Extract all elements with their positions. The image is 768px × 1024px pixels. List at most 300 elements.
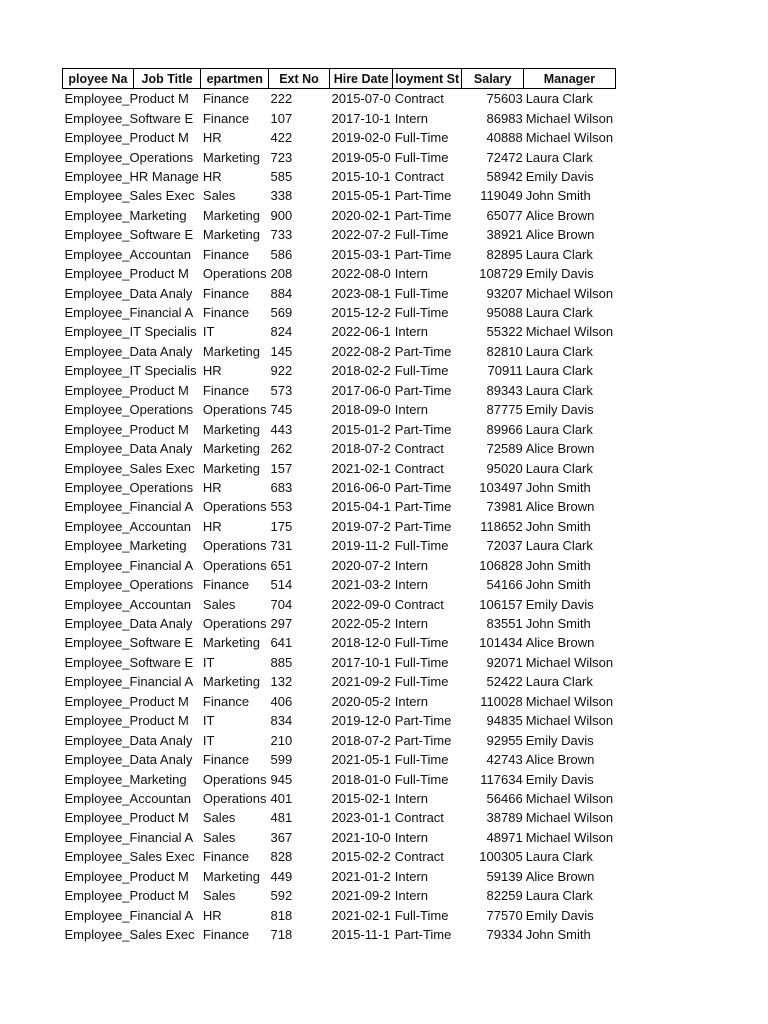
cell-employee-name[interactable]: Employee_Marketing [64, 771, 187, 787]
cell-department[interactable]: Marketing [202, 460, 260, 476]
cell-employee-name[interactable]: Employee_Financial A [64, 907, 194, 923]
cell-ext-no[interactable]: 641 [270, 635, 293, 651]
cell-employment-status[interactable]: Contract [394, 810, 444, 826]
cell-salary[interactable]: 52422 [486, 674, 523, 690]
cell-employment-status[interactable]: Part-Time [394, 518, 452, 534]
cell-employment-status[interactable]: Part-Time [394, 382, 452, 398]
cell-hire-date[interactable]: 2021-09-2 [331, 674, 391, 690]
cell-employee-name[interactable]: Employee_Operations [64, 149, 194, 165]
cell-department[interactable]: Finance [202, 305, 250, 321]
cell-ext-no[interactable]: 262 [270, 441, 293, 457]
cell-hire-date[interactable]: 2019-02-0 [331, 130, 391, 146]
cell-manager[interactable]: John Smith [525, 616, 591, 632]
cell-employment-status[interactable]: Contract [394, 441, 444, 457]
cell-salary[interactable]: 89343 [486, 382, 523, 398]
header-ext-no[interactable]: Ext No [269, 69, 330, 89]
cell-department[interactable]: Finance [202, 285, 250, 301]
cell-ext-no[interactable]: 406 [270, 693, 293, 709]
cell-employee-name[interactable]: Employee_Operations [64, 479, 194, 495]
cell-department[interactable]: Operations [202, 499, 267, 515]
cell-department[interactable]: Marketing [202, 441, 260, 457]
cell-ext-no[interactable]: 157 [270, 460, 293, 476]
cell-employment-status[interactable]: Part-Time [394, 732, 452, 748]
cell-employee-name[interactable]: Employee_Product M [64, 693, 189, 709]
cell-manager[interactable]: John Smith [525, 479, 591, 495]
cell-hire-date[interactable]: 2022-08-2 [331, 343, 391, 359]
cell-employee-name[interactable]: Employee_Data Analy [64, 616, 193, 632]
cell-hire-date[interactable]: 2019-05-0 [331, 149, 391, 165]
cell-salary[interactable]: 119049 [480, 188, 523, 204]
cell-hire-date[interactable]: 2015-01-2 [331, 421, 391, 437]
cell-employee-name[interactable]: Employee_Accountan [64, 790, 191, 806]
cell-hire-date[interactable]: 2017-06-0 [331, 382, 391, 398]
cell-ext-no[interactable]: 586 [270, 246, 293, 262]
cell-salary[interactable]: 117634 [480, 771, 523, 787]
cell-department[interactable]: Marketing [202, 343, 260, 359]
cell-hire-date[interactable]: 2015-03-1 [331, 246, 391, 262]
cell-salary[interactable]: 93207 [486, 285, 523, 301]
cell-employment-status[interactable]: Full-Time [394, 149, 449, 165]
cell-manager[interactable]: Laura Clark [525, 849, 593, 865]
cell-manager[interactable]: Alice Brown [525, 227, 595, 243]
cell-hire-date[interactable]: 2022-07-2 [331, 227, 391, 243]
cell-employment-status[interactable]: Full-Time [394, 305, 449, 321]
cell-ext-no[interactable]: 723 [270, 149, 293, 165]
cell-salary[interactable]: 89966 [486, 421, 523, 437]
cell-department[interactable]: Sales [202, 888, 236, 904]
cell-ext-no[interactable]: 443 [270, 421, 293, 437]
cell-employee-name[interactable]: Employee_IT Specialis [64, 363, 197, 379]
cell-hire-date[interactable]: 2019-12-0 [331, 713, 391, 729]
cell-ext-no[interactable]: 367 [270, 829, 293, 845]
cell-employment-status[interactable]: Full-Time [394, 285, 449, 301]
cell-department[interactable]: Marketing [202, 421, 260, 437]
cell-manager[interactable]: John Smith [525, 557, 591, 573]
cell-salary[interactable]: 92955 [486, 732, 523, 748]
cell-employee-name[interactable]: Employee_Data Analy [64, 752, 193, 768]
header-hire-date[interactable]: Hire Date [330, 69, 393, 89]
cell-department[interactable]: Marketing [202, 149, 260, 165]
cell-manager[interactable]: Laura Clark [525, 91, 593, 107]
cell-manager[interactable]: Emily Davis [525, 732, 594, 748]
cell-employment-status[interactable]: Full-Time [394, 771, 449, 787]
cell-employment-status[interactable]: Intern [394, 829, 429, 845]
cell-ext-no[interactable]: 900 [270, 207, 293, 223]
cell-ext-no[interactable]: 569 [270, 305, 293, 321]
cell-department[interactable]: IT [202, 713, 215, 729]
cell-ext-no[interactable]: 599 [270, 752, 293, 768]
cell-employee-name[interactable]: Employee_Data Analy [64, 343, 193, 359]
cell-employee-name[interactable]: Employee_Data Analy [64, 441, 193, 457]
cell-department[interactable]: HR [202, 518, 222, 534]
cell-employee-name[interactable]: Employee_Product M [64, 266, 189, 282]
cell-ext-no[interactable]: 514 [270, 577, 293, 593]
cell-manager[interactable]: Emily Davis [525, 168, 594, 184]
cell-manager[interactable]: Laura Clark [525, 888, 593, 904]
cell-employment-status[interactable]: Part-Time [394, 927, 452, 943]
cell-department[interactable]: Finance [202, 849, 250, 865]
cell-hire-date[interactable]: 2018-02-2 [331, 363, 391, 379]
cell-manager[interactable]: Laura Clark [525, 343, 593, 359]
cell-department[interactable]: HR [202, 168, 222, 184]
cell-manager[interactable]: Michael Wilson [525, 130, 614, 146]
cell-salary[interactable]: 58942 [486, 168, 523, 184]
cell-hire-date[interactable]: 2022-05-2 [331, 616, 391, 632]
cell-hire-date[interactable]: 2021-02-1 [331, 460, 391, 476]
cell-hire-date[interactable]: 2017-10-1 [331, 110, 391, 126]
cell-employment-status[interactable]: Full-Time [394, 363, 449, 379]
cell-manager[interactable]: Alice Brown [525, 441, 595, 457]
cell-employment-status[interactable]: Contract [394, 849, 444, 865]
cell-manager[interactable]: Laura Clark [525, 538, 593, 554]
cell-employment-status[interactable]: Contract [394, 460, 444, 476]
cell-ext-no[interactable]: 401 [270, 790, 293, 806]
cell-employee-name[interactable]: Employee_Sales Exec [64, 460, 195, 476]
cell-ext-no[interactable]: 573 [270, 382, 293, 398]
cell-hire-date[interactable]: 2021-01-2 [331, 868, 391, 884]
cell-hire-date[interactable]: 2022-08-0 [331, 266, 391, 282]
cell-ext-no[interactable]: 683 [270, 479, 293, 495]
cell-department[interactable]: Marketing [202, 674, 260, 690]
cell-hire-date[interactable]: 2020-02-1 [331, 207, 391, 223]
cell-ext-no[interactable]: 107 [270, 110, 293, 126]
cell-ext-no[interactable]: 731 [270, 538, 293, 554]
cell-ext-no[interactable]: 818 [270, 907, 293, 923]
cell-ext-no[interactable]: 449 [270, 868, 293, 884]
cell-employee-name[interactable]: Employee_Financial A [64, 829, 194, 845]
cell-employment-status[interactable]: Intern [394, 868, 429, 884]
cell-salary[interactable]: 95020 [486, 460, 523, 476]
cell-ext-no[interactable]: 922 [270, 363, 293, 379]
cell-department[interactable]: Operations [202, 790, 267, 806]
cell-ext-no[interactable]: 585 [270, 168, 293, 184]
cell-employee-name[interactable]: Employee_Product M [64, 130, 189, 146]
cell-manager[interactable]: John Smith [525, 927, 591, 943]
cell-employment-status[interactable]: Full-Time [394, 130, 449, 146]
cell-ext-no[interactable]: 132 [270, 674, 293, 690]
cell-salary[interactable]: 72472 [486, 149, 523, 165]
cell-hire-date[interactable]: 2021-05-1 [331, 752, 391, 768]
cell-salary[interactable]: 82259 [486, 888, 523, 904]
cell-salary[interactable]: 48971 [486, 829, 523, 845]
cell-employment-status[interactable]: Intern [394, 790, 429, 806]
cell-employee-name[interactable]: Employee_Software E [64, 654, 194, 670]
cell-employee-name[interactable]: Employee_Marketing [64, 538, 187, 554]
cell-salary[interactable]: 106828 [479, 557, 523, 573]
cell-department[interactable]: Finance [202, 577, 250, 593]
cell-employment-status[interactable]: Contract [394, 596, 444, 612]
cell-manager[interactable]: Alice Brown [525, 499, 595, 515]
cell-salary[interactable]: 38921 [486, 227, 523, 243]
cell-employment-status[interactable]: Part-Time [394, 499, 452, 515]
cell-employment-status[interactable]: Intern [394, 577, 429, 593]
cell-manager[interactable]: Alice Brown [525, 635, 595, 651]
cell-employment-status[interactable]: Intern [394, 110, 429, 126]
cell-salary[interactable]: 40888 [486, 130, 523, 146]
cell-employee-name[interactable]: Employee_HR Manage [64, 168, 199, 184]
cell-employee-name[interactable]: Employee_Financial A [64, 674, 194, 690]
cell-employee-name[interactable]: Employee_Marketing [64, 207, 187, 223]
cell-employment-status[interactable]: Part-Time [394, 207, 452, 223]
cell-employee-name[interactable]: Employee_Operations [64, 402, 194, 418]
cell-salary[interactable]: 54166 [486, 577, 523, 593]
cell-department[interactable]: HR [202, 907, 222, 923]
cell-salary[interactable]: 65077 [486, 207, 523, 223]
cell-employment-status[interactable]: Intern [394, 402, 429, 418]
cell-hire-date[interactable]: 2020-05-2 [331, 693, 391, 709]
cell-manager[interactable]: Laura Clark [525, 149, 593, 165]
cell-ext-no[interactable]: 733 [270, 227, 293, 243]
cell-department[interactable]: Finance [202, 91, 250, 107]
cell-salary[interactable]: 83551 [486, 616, 523, 632]
header-job-title[interactable]: Job Title [133, 69, 201, 89]
cell-department[interactable]: HR [202, 130, 222, 146]
cell-employment-status[interactable]: Full-Time [394, 752, 449, 768]
cell-employment-status[interactable]: Contract [394, 168, 444, 184]
cell-ext-no[interactable]: 338 [270, 188, 293, 204]
cell-hire-date[interactable]: 2015-07-0 [331, 91, 391, 107]
cell-manager[interactable]: Michael Wilson [525, 693, 614, 709]
cell-salary[interactable]: 42743 [486, 752, 523, 768]
cell-hire-date[interactable]: 2016-06-0 [331, 479, 391, 495]
cell-manager[interactable]: Michael Wilson [525, 713, 614, 729]
cell-manager[interactable]: Laura Clark [525, 246, 593, 262]
cell-department[interactable]: IT [202, 732, 215, 748]
cell-employee-name[interactable]: Employee_Software E [64, 635, 194, 651]
cell-employee-name[interactable]: Employee_Financial A [64, 557, 194, 573]
cell-manager[interactable]: John Smith [525, 188, 591, 204]
cell-employee-name[interactable]: Employee_Sales Exec [64, 927, 195, 943]
cell-salary[interactable]: 38789 [486, 810, 523, 826]
cell-salary[interactable]: 95088 [486, 305, 523, 321]
cell-employment-status[interactable]: Full-Time [394, 907, 449, 923]
cell-salary[interactable]: 73981 [486, 499, 523, 515]
cell-salary[interactable]: 103497 [479, 479, 523, 495]
cell-employee-name[interactable]: Employee_Financial A [64, 499, 194, 515]
cell-ext-no[interactable]: 718 [270, 927, 293, 943]
cell-ext-no[interactable]: 208 [270, 266, 293, 282]
cell-salary[interactable]: 56466 [486, 790, 523, 806]
cell-salary[interactable]: 82895 [486, 246, 523, 262]
cell-salary[interactable]: 82810 [486, 343, 523, 359]
cell-employment-status[interactable]: Intern [394, 616, 429, 632]
cell-ext-no[interactable]: 553 [270, 499, 293, 515]
cell-employment-status[interactable]: Intern [394, 266, 429, 282]
cell-department[interactable]: Operations [202, 557, 267, 573]
cell-department[interactable]: Marketing [202, 635, 260, 651]
cell-department[interactable]: Finance [202, 752, 250, 768]
cell-employee-name[interactable]: Employee_Accountan [64, 596, 191, 612]
cell-ext-no[interactable]: 824 [270, 324, 293, 340]
cell-employment-status[interactable]: Intern [394, 557, 429, 573]
cell-department[interactable]: Sales [202, 596, 236, 612]
cell-ext-no[interactable]: 210 [270, 732, 293, 748]
cell-manager[interactable]: Michael Wilson [525, 110, 614, 126]
cell-salary[interactable]: 72589 [486, 441, 523, 457]
header-employment-status[interactable]: loyment St [393, 69, 462, 89]
cell-hire-date[interactable]: 2015-05-1 [331, 188, 391, 204]
cell-employee-name[interactable]: Employee_IT Specialis [64, 324, 197, 340]
cell-ext-no[interactable]: 175 [270, 518, 293, 534]
cell-employment-status[interactable]: Full-Time [394, 674, 449, 690]
cell-manager[interactable]: Michael Wilson [525, 810, 614, 826]
cell-manager[interactable]: Laura Clark [525, 460, 593, 476]
cell-ext-no[interactable]: 592 [270, 888, 293, 904]
cell-manager[interactable]: Laura Clark [525, 382, 593, 398]
cell-hire-date[interactable]: 2020-07-2 [331, 557, 391, 573]
cell-manager[interactable]: Michael Wilson [525, 324, 614, 340]
cell-department[interactable]: Marketing [202, 207, 260, 223]
cell-employee-name[interactable]: Employee_Software E [64, 110, 194, 126]
cell-employee-name[interactable]: Employee_Financial A [64, 305, 194, 321]
cell-employee-name[interactable]: Employee_Product M [64, 713, 189, 729]
cell-hire-date[interactable]: 2019-11-2 [331, 538, 390, 554]
cell-hire-date[interactable]: 2022-09-0 [331, 596, 391, 612]
cell-salary[interactable]: 87775 [486, 402, 523, 418]
cell-employment-status[interactable]: Part-Time [394, 246, 452, 262]
cell-ext-no[interactable]: 884 [270, 285, 293, 301]
cell-employee-name[interactable]: Employee_Product M [64, 810, 189, 826]
header-salary[interactable]: Salary [462, 69, 524, 89]
cell-employment-status[interactable]: Intern [394, 693, 429, 709]
cell-salary[interactable]: 101434 [479, 635, 523, 651]
cell-ext-no[interactable]: 745 [270, 402, 293, 418]
cell-employee-name[interactable]: Employee_Accountan [64, 518, 191, 534]
cell-employee-name[interactable]: Employee_Accountan [64, 246, 191, 262]
cell-department[interactable]: Marketing [202, 868, 260, 884]
cell-salary[interactable]: 77570 [486, 907, 523, 923]
cell-department[interactable]: IT [202, 654, 215, 670]
cell-manager[interactable]: Alice Brown [525, 752, 595, 768]
cell-salary[interactable]: 108729 [479, 266, 523, 282]
cell-hire-date[interactable]: 2019-07-2 [331, 518, 391, 534]
cell-department[interactable]: Finance [202, 246, 250, 262]
cell-employment-status[interactable]: Full-Time [394, 635, 449, 651]
cell-hire-date[interactable]: 2015-10-1 [331, 168, 391, 184]
cell-hire-date[interactable]: 2018-07-2 [331, 732, 391, 748]
cell-employee-name[interactable]: Employee_Operations [64, 577, 194, 593]
cell-salary[interactable]: 94835 [486, 713, 523, 729]
cell-employment-status[interactable]: Full-Time [394, 227, 449, 243]
cell-salary[interactable]: 55322 [486, 324, 523, 340]
cell-ext-no[interactable]: 651 [270, 557, 293, 573]
cell-ext-no[interactable]: 145 [270, 343, 293, 359]
cell-salary[interactable]: 100305 [479, 849, 523, 865]
cell-hire-date[interactable]: 2015-02-1 [331, 790, 391, 806]
cell-department[interactable]: Marketing [202, 227, 260, 243]
cell-hire-date[interactable]: 2018-09-0 [331, 402, 391, 418]
cell-manager[interactable]: Emily Davis [525, 596, 594, 612]
cell-manager[interactable]: Emily Davis [525, 402, 594, 418]
cell-manager[interactable]: Michael Wilson [525, 285, 614, 301]
cell-employee-name[interactable]: Employee_Data Analy [64, 285, 193, 301]
cell-salary[interactable]: 59139 [486, 868, 523, 884]
cell-department[interactable]: Operations [202, 771, 267, 787]
cell-department[interactable]: Sales [202, 810, 236, 826]
cell-employee-name[interactable]: Employee_Product M [64, 868, 189, 884]
cell-hire-date[interactable]: 2021-02-1 [331, 907, 391, 923]
cell-hire-date[interactable]: 2018-01-0 [331, 771, 391, 787]
cell-ext-no[interactable]: 422 [270, 130, 293, 146]
cell-employment-status[interactable]: Full-Time [394, 654, 449, 670]
cell-hire-date[interactable]: 2018-12-0 [331, 635, 391, 651]
header-department[interactable]: epartmen [201, 69, 269, 89]
cell-department[interactable]: Operations [202, 616, 267, 632]
cell-manager[interactable]: John Smith [525, 518, 591, 534]
cell-hire-date[interactable]: 2021-03-2 [331, 577, 391, 593]
cell-employment-status[interactable]: Part-Time [394, 421, 452, 437]
cell-hire-date[interactable]: 2023-08-1 [331, 285, 391, 301]
cell-manager[interactable]: Emily Davis [525, 266, 594, 282]
cell-employment-status[interactable]: Part-Time [394, 188, 452, 204]
cell-manager[interactable]: Laura Clark [525, 305, 593, 321]
cell-ext-no[interactable]: 834 [270, 713, 293, 729]
cell-department[interactable]: Finance [202, 110, 250, 126]
cell-salary[interactable]: 86983 [486, 110, 523, 126]
cell-salary[interactable]: 118652 [480, 518, 523, 534]
cell-department[interactable]: HR [202, 479, 222, 495]
cell-salary[interactable]: 75603 [486, 91, 523, 107]
cell-employee-name[interactable]: Employee_Product M [64, 382, 189, 398]
cell-hire-date[interactable]: 2017-10-1 [331, 654, 391, 670]
cell-manager[interactable]: Emily Davis [525, 771, 594, 787]
cell-department[interactable]: IT [202, 324, 215, 340]
cell-employment-status[interactable]: Part-Time [394, 343, 452, 359]
cell-manager[interactable]: Laura Clark [525, 674, 593, 690]
cell-ext-no[interactable]: 945 [270, 771, 293, 787]
cell-hire-date[interactable]: 2015-02-2 [331, 849, 391, 865]
cell-employment-status[interactable]: Part-Time [394, 479, 452, 495]
cell-manager[interactable]: Laura Clark [525, 421, 593, 437]
header-manager[interactable]: Manager [524, 69, 615, 89]
cell-hire-date[interactable]: 2015-12-2 [331, 305, 391, 321]
cell-manager[interactable]: John Smith [525, 577, 591, 593]
cell-employment-status[interactable]: Full-Time [394, 538, 449, 554]
cell-hire-date[interactable]: 2015-04-1 [331, 499, 391, 515]
cell-employee-name[interactable]: Employee_Sales Exec [64, 188, 195, 204]
cell-department[interactable]: Finance [202, 382, 250, 398]
cell-employee-name[interactable]: Employee_Software E [64, 227, 194, 243]
cell-hire-date[interactable]: 2023-01-1 [331, 810, 391, 826]
cell-department[interactable]: Operations [202, 538, 267, 554]
cell-hire-date[interactable]: 2018-07-2 [331, 441, 391, 457]
cell-salary[interactable]: 106157 [479, 596, 523, 612]
cell-ext-no[interactable]: 297 [270, 616, 293, 632]
cell-hire-date[interactable]: 2021-09-2 [331, 888, 391, 904]
cell-manager[interactable]: Michael Wilson [525, 654, 614, 670]
cell-salary[interactable]: 110028 [480, 693, 523, 709]
cell-department[interactable]: Finance [202, 693, 250, 709]
cell-hire-date[interactable]: 2022-06-1 [331, 324, 391, 340]
cell-department[interactable]: Sales [202, 829, 236, 845]
cell-department[interactable]: Operations [202, 266, 267, 282]
cell-hire-date[interactable]: 2015-11-1 [331, 927, 390, 943]
cell-manager[interactable]: Laura Clark [525, 363, 593, 379]
cell-salary[interactable]: 72037 [486, 538, 523, 554]
cell-employment-status[interactable]: Intern [394, 324, 429, 340]
cell-manager[interactable]: Emily Davis [525, 907, 594, 923]
cell-department[interactable]: HR [202, 363, 222, 379]
cell-manager[interactable]: Alice Brown [525, 207, 595, 223]
cell-ext-no[interactable]: 885 [270, 654, 293, 670]
cell-ext-no[interactable]: 481 [270, 810, 293, 826]
cell-employee-name[interactable]: Employee_Data Analy [64, 732, 193, 748]
cell-manager[interactable]: Michael Wilson [525, 829, 614, 845]
cell-ext-no[interactable]: 828 [270, 849, 293, 865]
cell-manager[interactable]: Alice Brown [525, 868, 595, 884]
cell-manager[interactable]: Michael Wilson [525, 790, 614, 806]
header-employee-name[interactable]: ployee Na [63, 69, 134, 89]
